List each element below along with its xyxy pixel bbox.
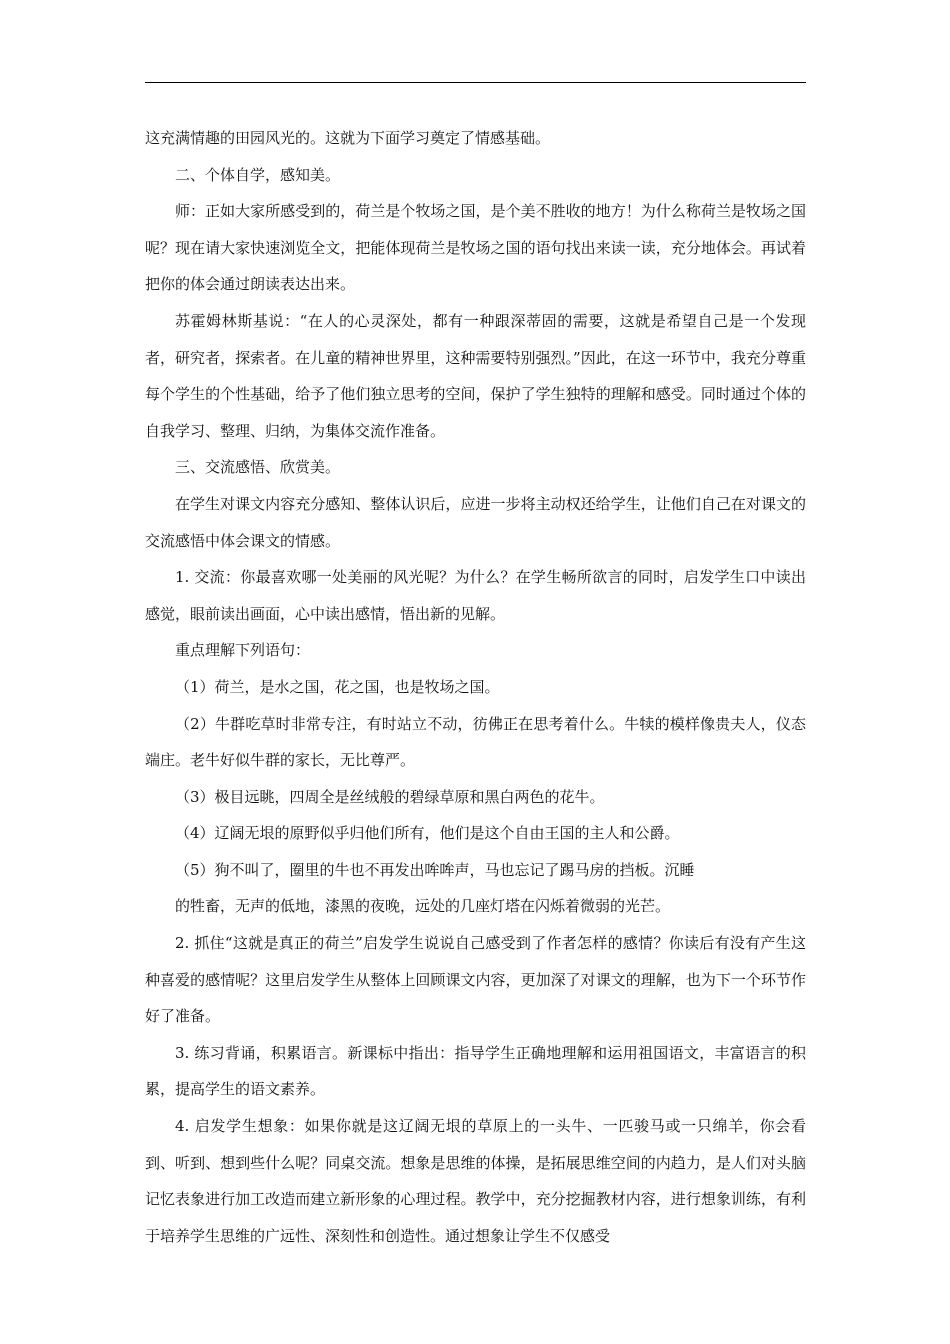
paragraph: 2. 抓住“这就是真正的荷兰”启发学生说说自己感受到了作者怎样的感情？你读后有没有产生这种喜爱的感情呢？这里启发学生从整体上回顾课文内容，更加深了对课文的理解，也为下一个环节作好了准备。 <box>145 934 806 1026</box>
list-item: （3）极目远眺，四周全是丝绒般的碧绿草原和黑白两色的花牛。 <box>175 787 605 806</box>
section-heading: 二、个体自学，感知美。 <box>175 165 341 184</box>
list-item: （2）牛群吃草时非常专注，有时站立不动，彷佛正在思考着什么。牛犊的模样像贵夫人，仪态端庄。老牛好似牛群的家长，无比尊严。 <box>145 714 806 770</box>
section-heading: 三、交流感悟、欣赏美。 <box>175 458 341 477</box>
document-body <box>145 120 806 1254</box>
paragraph: 1. 交流：你最喜欢哪一处美丽的风光呢？为什么？在学生畅所欲言的同时，启发学生口中读出感觉，眼前读出画面，心中读出感情，悟出新的见解。 <box>145 568 806 623</box>
paragraph: 在学生对课文内容充分感知、整体认识后，应进一步将主动权还给学生，让他们自己在对课文的交流感悟中体会课文的情感。 <box>145 494 806 550</box>
paragraph: 师：正如大家所感受到的，荷兰是个牧场之国，是个美不胜收的地方！为什么称荷兰是牧场之国呢？现在请大家快速浏览全文，把能体现荷兰是牧场之国的语句找出来读一读，充分地体会。再试着把你的体会通过朗读表达出来。 <box>145 202 806 294</box>
list-item-continuation: 的牲畜，无声的低地，漆黑的夜晚，远处的几座灯塔在闪烁着微弱的光芒。 <box>175 897 671 916</box>
list-item: （4）辽阔无垠的原野似乎归他们所有，他们是这个自由王国的主人和公爵。 <box>175 824 680 843</box>
paragraph: 重点理解下列语句： <box>175 641 311 660</box>
paragraph: 3. 练习背诵，积累语言。新课标中指出：指导学生正确地理解和运用祖国语文，丰富语言的积累，提高学生的语文素养。 <box>145 1043 806 1099</box>
list-item: （5）狗不叫了，圈里的牛也不再发出哞哞声，马也忘记了踢马房的挡板。沉睡 <box>175 860 695 879</box>
paragraph: 这充满情趣的田园风光的。这就为下面学习奠定了情感基础。 <box>145 129 551 147</box>
list-item: （1）荷兰，是水之国，花之国，也是牧场之国。 <box>175 677 500 696</box>
paragraph: 苏霍姆林斯基说：“在人的心灵深处，都有一种跟深蒂固的需要，这就是希望自己是一个发现者，研究者，探索者。在儿童的精神世界里，这种需要特别强烈。”因此，在这一环节中，我充分尊重每个学生的个性基础，给予了他们独立思考的空间，保护了学生独特的理解和感受。同时通过个体的自我学习、整理、归纳，为集体交流作准备。 <box>145 311 806 440</box>
header-rule <box>145 82 806 83</box>
paragraph: 4. 启发学生想象：如果你就是这辽阔无垠的草原上的一头牛、一匹骏马或一只绵羊，你会看到、听到、想到些什么呢？同桌交流。想象是思维的体操，是拓展思维空间的内趋力，是人们对头脑记忆表象进行加工改造而建立新形象的心理过程。教学中，充分挖掘教材内容，进行想象训练，有利于培养学生思维的广远性、深刻性和创造性。通过想象让学生不仅感受 <box>145 1117 806 1245</box>
